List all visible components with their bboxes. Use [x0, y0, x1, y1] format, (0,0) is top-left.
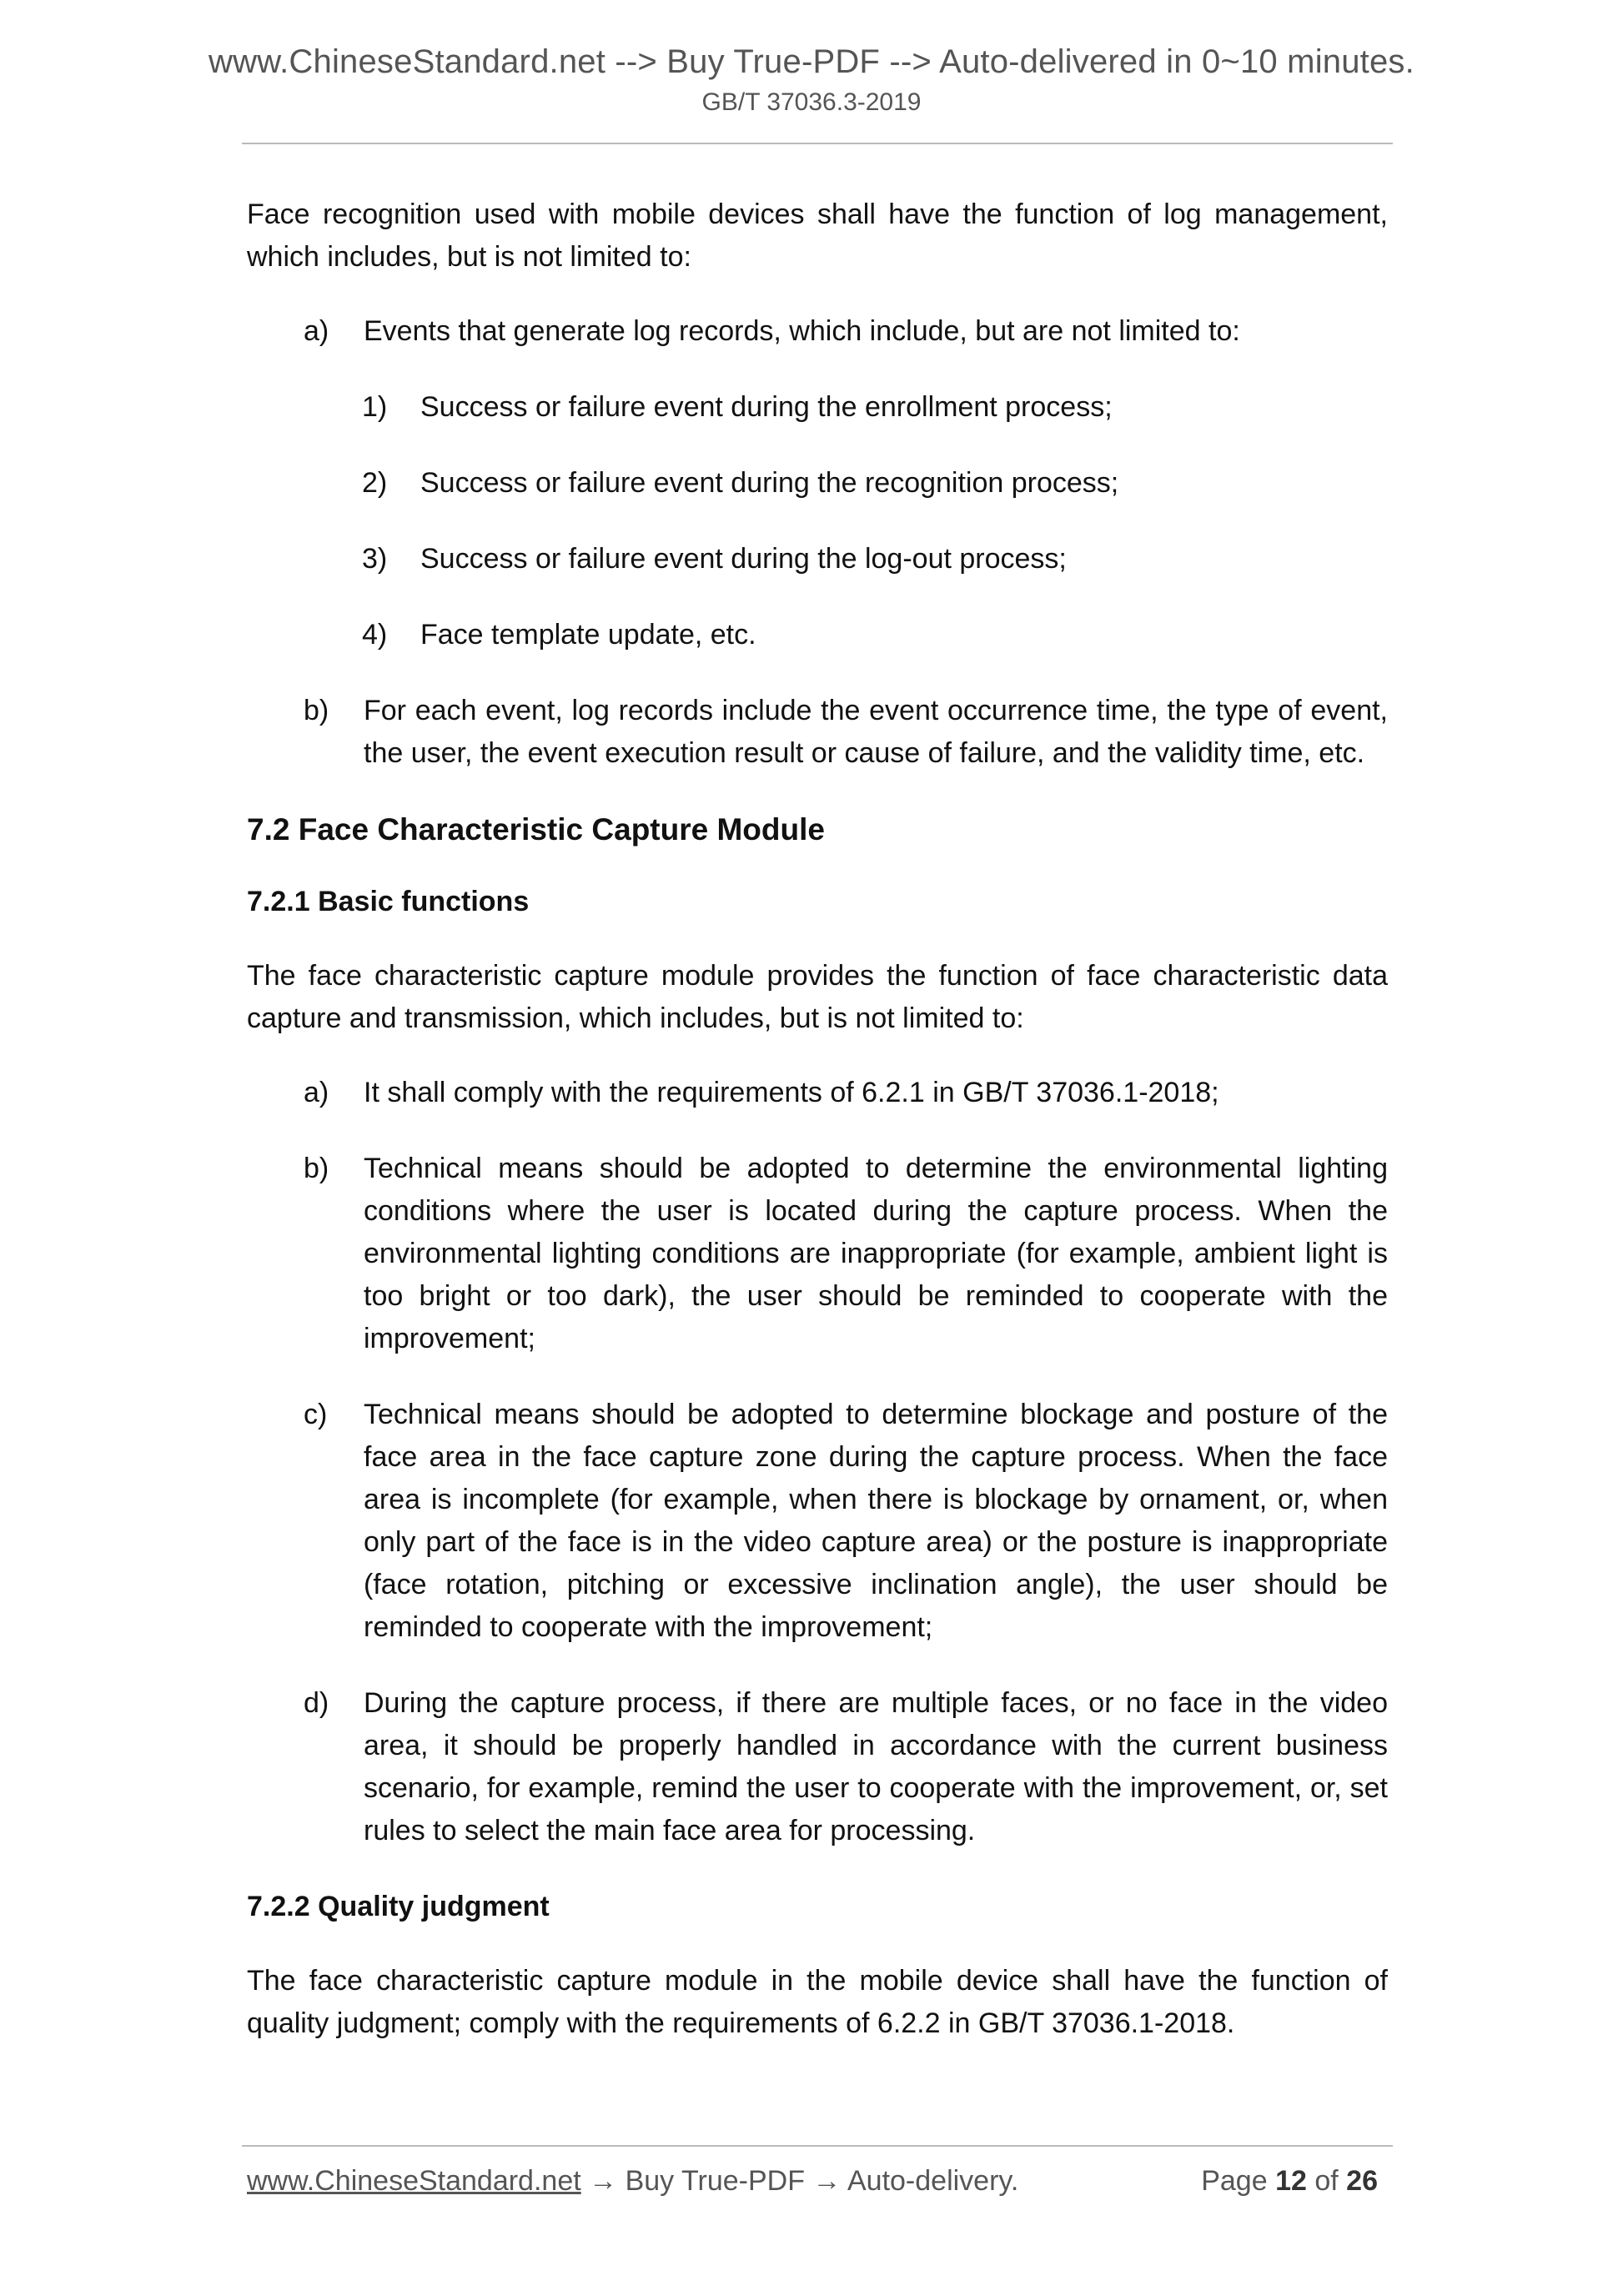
sub-list-item: [247, 614, 1388, 656]
list-item-text: For each event, log records include the event occurrence time, the type of event, the user, the event execution result or cause of failure, and the validity time, etc.: [364, 695, 1388, 769]
basic-functions-paragraph: The face characteristic capture module provides the function of face characteristic data capture and transmission, which includes, but is not limited to:: [247, 960, 1388, 1034]
list-item-text: Technical means should be adopted to determine blockage and posture of the face area in the face capture zone during the capture process. When the face area is incomplete (for example, when there is blockage by ornament, or, when only part of the face is in the video capture area) or the posture is inappropriate (face rotation, pitching or excessive inclination angle), the user should be reminded to cooperate with the improvement;: [364, 1399, 1388, 1643]
list-item: [247, 690, 1388, 775]
list-marker: b): [304, 1153, 329, 1184]
subsection-heading: 7.2.1 Basic functions: [247, 886, 530, 917]
list-item-text: It shall comply with the requirements of 6.2.1 in GB/T 37036.1-2018;: [364, 1077, 1219, 1108]
sub-list-item: [247, 386, 1388, 429]
footer-divider: [242, 2145, 1393, 2147]
log-management-intro: Face recognition used with mobile devices shall have the function of log management, which includes, but is not limited to:: [247, 198, 1388, 273]
footer-left: [247, 2165, 1018, 2198]
list-item: [247, 1148, 1388, 1360]
list-marker: 4): [362, 619, 388, 651]
quality-judgment-paragraph: The face characteristic capture module in the mobile device shall have the function of quality judgment; comply with the requirements of 6.2.2 in GB/T 37036.1-2018.: [247, 1965, 1388, 2039]
page-body: [247, 193, 1388, 2077]
list-marker: c): [304, 1399, 328, 1430]
page-word: Page: [1201, 2165, 1268, 2197]
list-item: [247, 1682, 1388, 1852]
subsection-heading: 7.2.2 Quality judgment: [247, 1891, 550, 1922]
list-marker: a): [304, 1077, 329, 1108]
list-marker: a): [304, 315, 329, 347]
list-item: [247, 1394, 1388, 1649]
sub-list-item: [247, 538, 1388, 580]
list-item-text: Events that generate log records, which include, but are not limited to:: [364, 315, 1240, 347]
list-marker: d): [304, 1687, 329, 1719]
footer-site-link[interactable]: www.ChineseStandard.net: [247, 2165, 581, 2197]
of-word: of: [1314, 2165, 1339, 2197]
list-marker: 2): [362, 467, 388, 499]
section-heading: 7.2 Face Characteristic Capture Module: [247, 812, 825, 847]
list-marker: b): [304, 695, 329, 726]
total-pages: 26: [1346, 2165, 1378, 2197]
sub-list-item: [247, 462, 1388, 505]
list-item: [247, 1072, 1388, 1114]
list-item-text: Success or failure event during the enrollment process;: [420, 391, 1113, 423]
list-item-text: Face template update, etc.: [420, 619, 756, 651]
current-page: 12: [1275, 2165, 1307, 2197]
list-item-text: Success or failure event during the recognition process;: [420, 467, 1119, 499]
page-number: [1201, 2165, 1378, 2198]
list-item-text: During the capture process, if there are multiple faces, or no face in the video area, it should be properly handled in accordance with the current business scenario, for example, remind the user to cooperate with the improvement, or, set rules to select the main face area for processing.: [364, 1687, 1388, 1846]
list-marker: 1): [362, 391, 388, 423]
list-item-text: Success or failure event during the log-out process;: [420, 543, 1067, 575]
list-item-text: Technical means should be adopted to determine the environmental lighting conditions where the user is located during the capture process. When the environmental lighting conditions are inappropriate (for example, ambient light is too bright or too dark), the user should be reminded to cooperate with the improvement;: [364, 1153, 1388, 1354]
page-footer: [247, 2165, 1378, 2207]
list-item: [247, 310, 1388, 353]
document-id: GB/T 37036.3-2019: [701, 88, 922, 116]
header-divider: [242, 143, 1393, 144]
list-marker: 3): [362, 543, 388, 575]
site-banner: www.ChineseStandard.net --> Buy True-PDF --> Auto-delivered in 0~10 minutes.: [209, 43, 1414, 80]
footer-tagline: → Buy True-PDF → Auto-delivery.: [580, 2165, 1019, 2197]
